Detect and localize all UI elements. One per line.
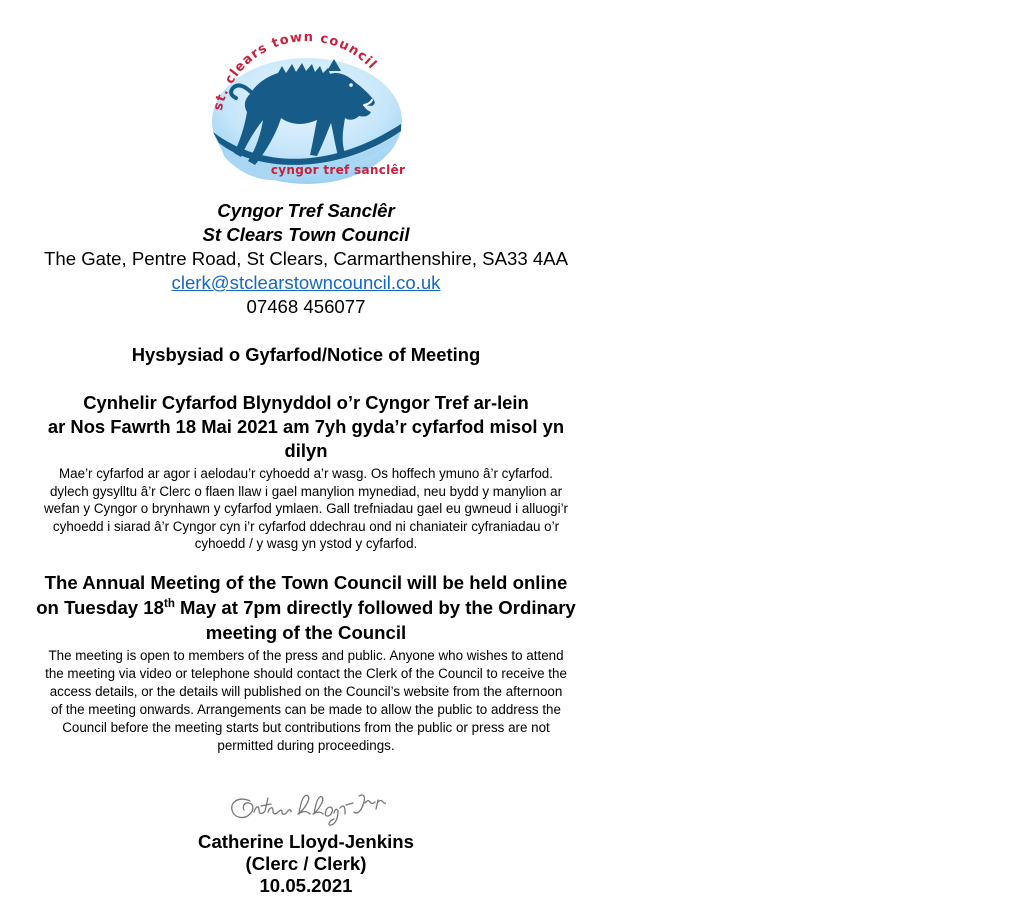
english-body-line: access details, or the details will published on the Council’s website from the afternoon (49, 683, 563, 699)
council-logo (200, 22, 412, 188)
notice-date: 10.05.2021 (259, 874, 353, 896)
english-meeting-heading (0, 570, 612, 645)
welsh-body-line: wefan y Cyngor o brynhawn y cyfarfod ymlaen. Gall trefniadau gael eu gwneud i alluogi’r (43, 501, 568, 516)
english-body-line: the meeting via video or telephone should contact the Clerk of the Council to receive the (45, 665, 567, 681)
signatory-role: (Clerc / Clerk) (245, 852, 367, 874)
welsh-body-line: Mae’r cyfarfod ar agor i aelodau’r cyhoedd a’r wasg. Os hoffech ymuno â’r cyfarfod. (59, 466, 553, 481)
english-body-line: permitted during proceedings. (217, 737, 395, 753)
phone-number: 07468 456077 (246, 296, 366, 317)
notice-heading: Hysbysiad o Gyfarfod/Notice of Meeting (131, 344, 481, 365)
council-logo-image (200, 22, 412, 188)
logo-bottom-text: cyngor tref sanclêr (270, 163, 406, 177)
welsh-heading-line-2: ar Nos Fawrth 18 Mai 2021 am 7yh gyda’r cyfarfod misol yn (47, 416, 565, 437)
handwritten-signature-icon (226, 789, 386, 831)
english-heading-line-2-pre: on Tuesday 18 (36, 596, 164, 618)
english-body-line: of the meeting onwards. Arrangements can be made to allow the public to address the (51, 701, 561, 717)
welsh-meeting-heading (0, 391, 612, 463)
welsh-heading-line-1: Cynhelir Cyfarfod Blynyddol o’r Cyngor Tref ar-lein (83, 392, 529, 413)
welsh-body-line: cyhoedd / y wasg yn ystod y cyfarfod. (194, 536, 418, 551)
council-header (0, 199, 612, 319)
english-heading-line-1: The Annual Meeting of the Town Council will be held online (44, 571, 568, 593)
page-title-welsh: Cyngor Tref Sanclêr (217, 200, 395, 221)
signatory-name: Catherine Lloyd-Jenkins (198, 830, 414, 852)
english-body-paragraph (6, 647, 606, 755)
english-body-line: Council before the meeting starts but contributions from the public or press are not (62, 719, 550, 735)
email-link[interactable]: clerk@stclearstowncouncil.co.uk (171, 272, 441, 293)
welsh-body-line: dylech gysylltu â’r Clerc o flaen llaw i gael manylion mynediad, neu bydd y manylion ar (49, 483, 563, 499)
english-body-line: The meeting is open to members of the press and public. Anyone who wishes to attend (48, 647, 564, 663)
meeting-notice-document (0, 22, 612, 897)
address-line: The Gate, Pentre Road, St Clears, Carmarthenshire, SA33 4AA (44, 248, 568, 269)
english-heading-line-3: meeting of the Council (205, 621, 407, 643)
signature-image (226, 789, 386, 831)
signatory-block (0, 831, 612, 897)
welsh-heading-line-3: dilyn (284, 440, 328, 461)
welsh-body-line: cyhoedd i siarad â’r Cyngor cyn i’r cyfarfod ddechrau ond ni chaniateir cyfraniadau o’r (52, 518, 560, 534)
page-title-english: St Clears Town Council (202, 224, 410, 245)
english-heading-ordinal-suffix: th (164, 597, 175, 610)
english-heading-line-2-post: May at 7pm directly followed by the Ordinary (174, 596, 576, 618)
welsh-body-paragraph (6, 465, 606, 553)
logo-arc-text: st. clears town council (210, 30, 380, 113)
english-heading-line-2 (0, 595, 612, 620)
